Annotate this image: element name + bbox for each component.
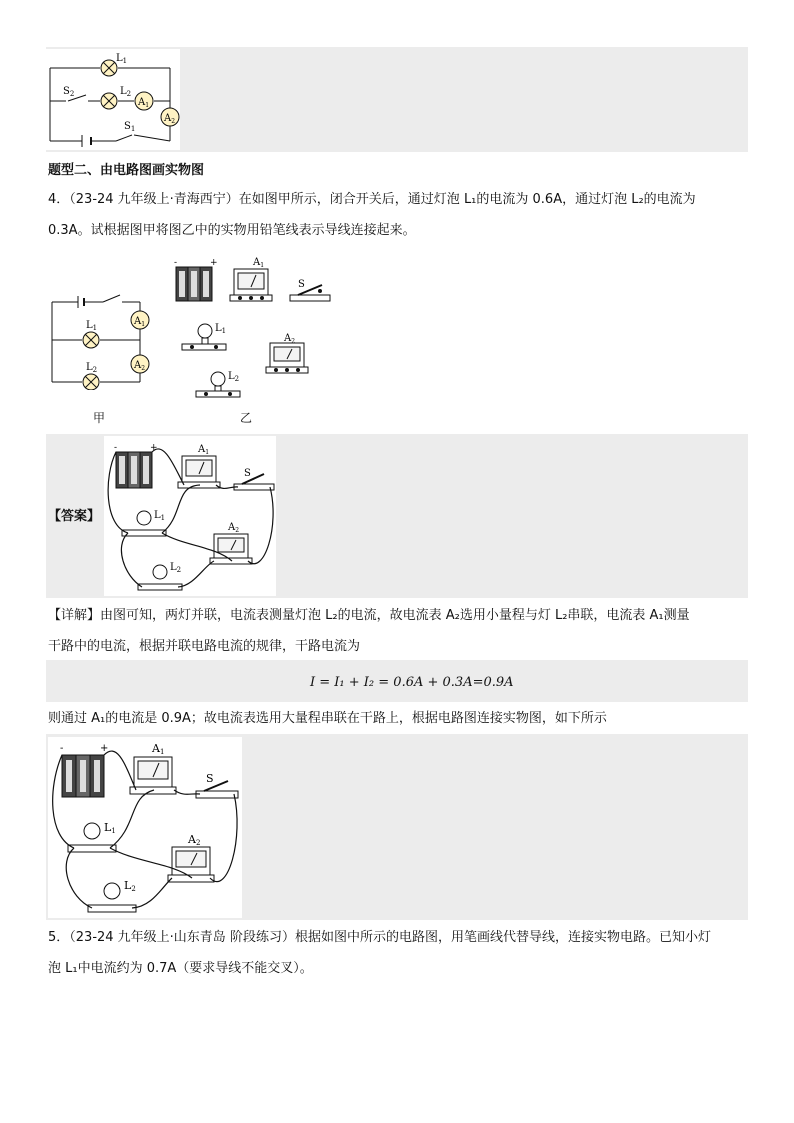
q5-line1: 5．（23-24 九年级上·山东青岛 阶段练习）根据如图中所示的电路图，用笔画线代替导线，连接实物电路。已知小灯 <box>48 930 711 945</box>
svg-text:+: + <box>210 258 218 268</box>
lamp-l2 <box>196 371 240 397</box>
jia-label-L2: $L_2$ <box>86 362 98 374</box>
svg-text:+: + <box>100 743 109 754</box>
label-A2: $A_2$ <box>164 113 176 125</box>
circuit-diagram-top-svg <box>46 49 180 150</box>
q4-line1: 4．（23-24 九年级上·青海西宁）在如图甲所示，闭合开关后，通过灯泡 L₁的电流为 0.6A，通过灯泡 L₂的电流为 <box>48 192 696 207</box>
svg-text:S: S <box>206 772 214 785</box>
svg-text:L2: $L_2$ <box>170 562 182 574</box>
answer-label: 【答案】 <box>48 509 101 524</box>
battery-pack <box>174 258 218 301</box>
svg-text:S: S <box>298 279 305 290</box>
ammeter-a1 <box>230 257 272 301</box>
label-S1: $S_1$ <box>124 121 136 133</box>
answer-wiring-figure <box>104 436 276 596</box>
jia-label-A1: $A_1$ <box>134 316 146 328</box>
detail-line2: 干路中的电流，根据并联电路电流的规律，干路电流为 <box>48 639 361 654</box>
svg-text:S: S <box>244 468 251 479</box>
section-heading: 题型二、由电路图画实物图 <box>48 163 205 178</box>
ammeter-a2 <box>266 333 308 373</box>
components-yi <box>170 255 340 405</box>
svg-text:+: + <box>150 443 158 453</box>
jia-label-A2: $A_2$ <box>134 360 146 372</box>
detail-line3: 则通过 A₁的电流是 0.9A；故电流表选用大量程串联在干路上，根据电路图连接实物图，如下所示 <box>48 711 607 726</box>
caption-yi: 乙 <box>240 411 253 425</box>
svg-text:A2: $A_2$ <box>284 333 296 345</box>
svg-text:L2: $L_2$ <box>228 371 240 383</box>
wiring-figure-2 <box>48 737 242 918</box>
svg-text:L1: $L_1$ <box>154 510 166 522</box>
lamp-l1 <box>182 323 226 350</box>
svg-text:A1: $A_1$ <box>253 257 265 269</box>
circuit-diagram-top <box>46 49 180 150</box>
q4-line2: 0.3A。试根据图甲将图乙中的实物用铅笔线表示导线连接起来。 <box>48 223 416 238</box>
svg-text:L1: L1 <box>104 821 116 835</box>
caption-jia: 甲 <box>93 411 106 425</box>
svg-text:-: - <box>114 443 118 453</box>
jia-label-L1: $L_1$ <box>86 320 98 332</box>
svg-text:A2: $A_2$ <box>228 522 240 534</box>
svg-text:L2: L2 <box>124 879 136 893</box>
label-S2: $S_2$ <box>63 86 75 98</box>
svg-text:A1: $A_1$ <box>198 444 210 456</box>
label-L2: $L_2$ <box>120 86 132 98</box>
equation: I = I₁ + I₂ = 0.6A + 0.3A=0.9A <box>310 675 514 690</box>
svg-text:-: - <box>174 258 178 268</box>
svg-text:-: - <box>60 743 64 754</box>
detail-line1: 【详解】由图可知，两灯并联，电流表测量灯泡 L₂的电流，故电流表 A₂选用小量程与灯 L₂串联，电流表 A₁测量 <box>48 608 690 623</box>
q5-line2: 泡 L₁中电流约为 0.7A（要求导线不能交叉）。 <box>48 961 313 976</box>
svg-text:A2: A2 <box>188 833 201 847</box>
switch-s <box>290 279 330 301</box>
svg-text:A1: A1 <box>152 742 165 756</box>
svg-text:L1: $L_1$ <box>215 323 227 335</box>
label-A1: $A_1$ <box>138 97 150 109</box>
label-L1: $L_1$ <box>116 53 128 65</box>
circuit-diagram-jia <box>48 290 158 390</box>
